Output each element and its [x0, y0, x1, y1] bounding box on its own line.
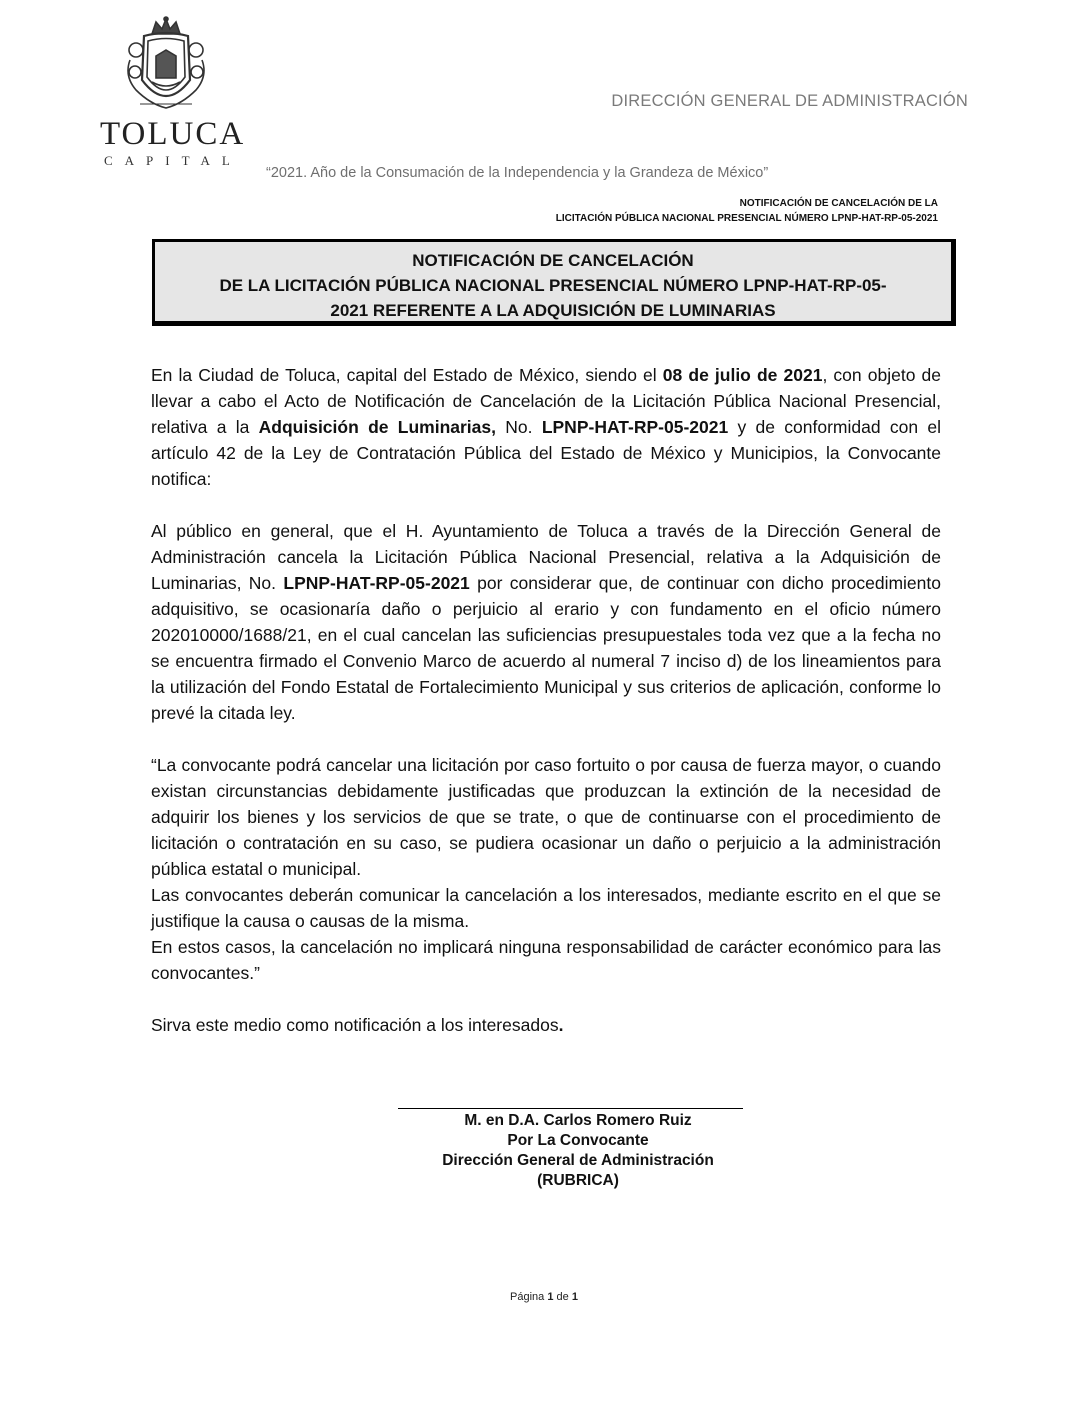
paragraph-cancellation: [151, 518, 941, 726]
text-span: En la Ciudad de Toluca, capital del Estado de México, siendo el: [151, 365, 663, 385]
signer-role: Por La Convocante: [507, 1132, 649, 1149]
logo-wordmark: TOLUCA: [100, 116, 246, 152]
title-line-1: NOTIFICACIÓN DE CANCELACIÓN: [412, 251, 694, 270]
page-label: Página: [510, 1291, 545, 1303]
page-number: [0, 1291, 1088, 1303]
signer-name: M. en D.A. Carlos Romero Ruiz: [464, 1112, 692, 1129]
text-span: .: [558, 1015, 564, 1035]
tender-number: LPNP-HAT-RP-05-2021: [283, 573, 470, 593]
coat-of-arms-icon: [122, 16, 210, 116]
title-line-3: 2021 REFERENTE A LA ADQUISICIÓN DE LUMINARIAS: [330, 301, 776, 320]
text-span: por considerar que, de continuar con dicho procedimiento adquisitivo, se ocasionaría daño o perjuicio al erario y con fundamento en el oficio número 202010000/1688/21, en el cual cancelan las suficiencias presupuestales toda vez que a la fecha no se encuentra firmado el Convenio Marco de acuerdo al numeral 7 inciso d) de los lineamientos para la utilización del Fondo Estatal de Fortalecimiento Municipal y sus criterios de aplicación, conforme lo prevé la citada ley.: [151, 573, 941, 723]
signer-department: Dirección General de Administración: [442, 1152, 714, 1169]
paragraph-legal-quote: “La convocante podrá cancelar una licitación por caso fortuito o por causa de fuerza mayor, o cuando existan circunstancias debidamente justificadas que produzcan la extinción de la necesidad de adquirir los bienes y los servicios de que se trate, o que de continuarse con el procedimiento de licitación o contratación en su caso, se pudiera ocasionar un daño o perjuicio a la administración pública estatal o municipal.: [151, 755, 941, 879]
page-of-label: de: [556, 1291, 569, 1303]
title-box: [152, 239, 956, 326]
page-total: 1: [571, 1291, 578, 1303]
tender-number: LPNP-HAT-RP-05-2021: [541, 417, 729, 437]
text-span: , con objeto de llevar a cabo el Acto de Notificación de Cancelación de la Licitación Pública Nacional Presencial, relativa a la: [151, 365, 942, 437]
paragraph-responsibility: En estos casos, la cancelación no implicará ninguna responsabilidad de carácter económico para las convocantes.”: [151, 937, 941, 983]
paragraph-closing: [151, 1012, 941, 1038]
notification-date: 08 de julio de 2021: [662, 365, 823, 385]
reference-heading: [556, 196, 938, 226]
logo-subtitle: CAPITAL: [104, 153, 242, 168]
reference-line-1: NOTIFICACIÓN DE CANCELACIÓN DE LA: [739, 198, 938, 209]
signature-note: (RUBRICA): [537, 1172, 619, 1189]
title-line-2: DE LA LICITACIÓN PÚBLICA NACIONAL PRESENCIAL NÚMERO LPNP-HAT-RP-05-: [219, 276, 887, 295]
text-span: y de conformidad con el artículo 42 de la Ley de Contratación Pública del Estado de México y Municipios, la Convocante notifica:: [151, 417, 941, 489]
year-motto: “2021. Año de la Consumación de la Independencia y la Grandeza de México”: [266, 165, 769, 181]
signature-block: [398, 1111, 758, 1191]
tender-subject: Adquisición de Luminarias,: [258, 417, 496, 437]
reference-line-2: LICITACIÓN PÚBLICA NACIONAL PRESENCIAL NÚMERO LPNP-HAT-RP-05-2021: [555, 213, 938, 224]
signature-line: [398, 1108, 743, 1109]
header-department: DIRECCIÓN GENERAL DE ADMINISTRACIÓN: [611, 92, 968, 110]
page-current: 1: [547, 1291, 554, 1303]
toluca-logo: [100, 16, 246, 168]
paragraph-communication: Las convocantes deberán comunicar la cancelación a los interesados, mediante escrito en el que se justifique la causa o causas de la misma.: [151, 885, 941, 931]
paragraph-intro: [151, 362, 941, 492]
text-span: Al público en general, que el H. Ayuntamiento de Toluca a través de la Dirección General de Administración cancela la Licitación Pública Nacional Presencial, relativa a la Adquisición de Luminarias, No.: [151, 521, 941, 593]
document-body: [151, 362, 941, 1064]
text-span: Sirva este medio como notificación a los interesados: [151, 1015, 559, 1035]
text-span: No.: [496, 417, 542, 437]
